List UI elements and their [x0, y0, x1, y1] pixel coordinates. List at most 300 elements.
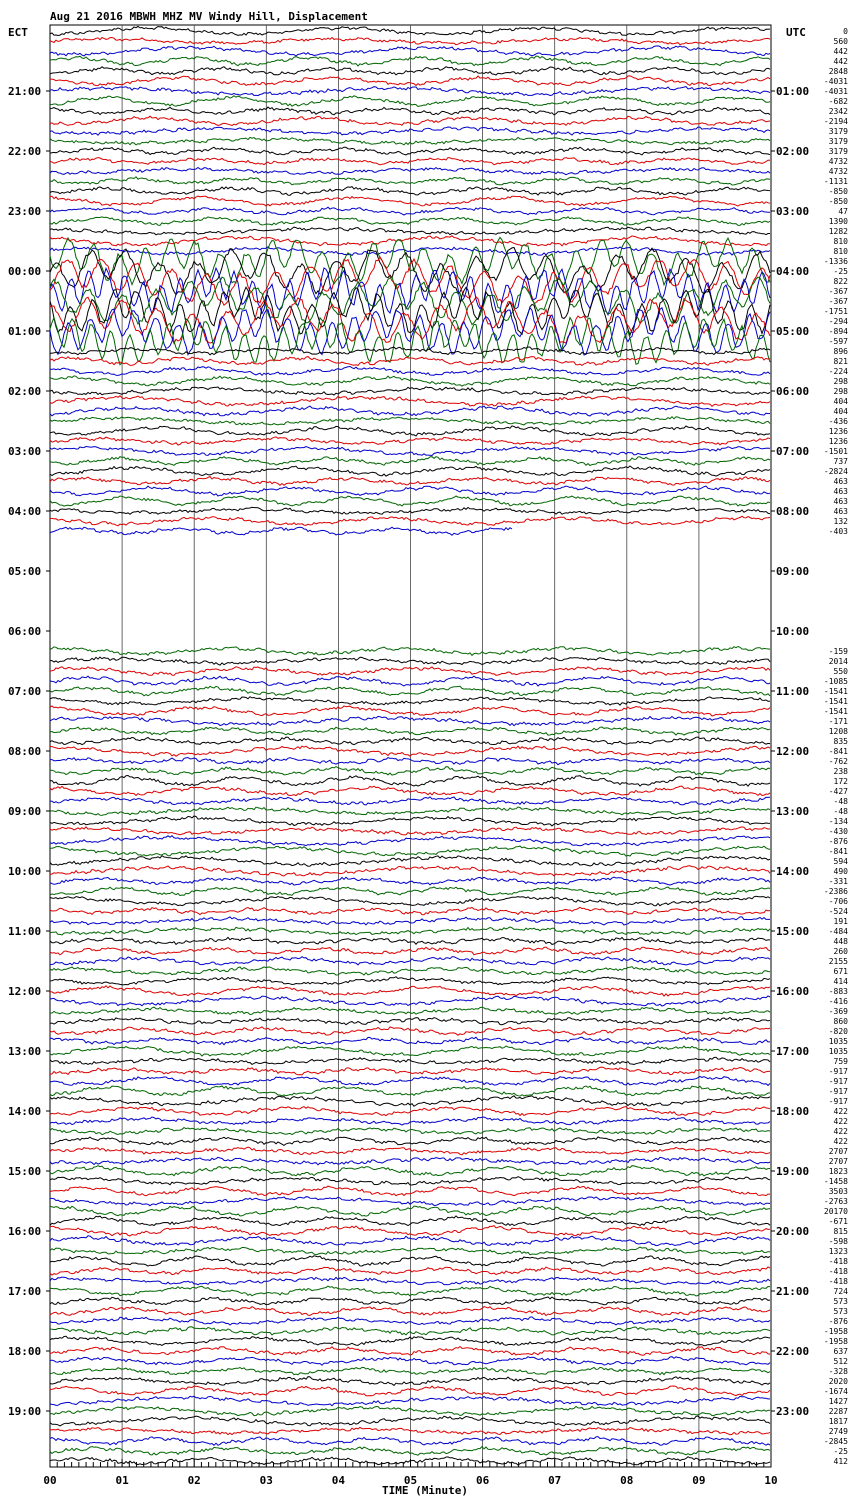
- trace-line: [50, 1377, 770, 1386]
- trace-line: [50, 1427, 770, 1434]
- trace-offset-label: -403: [828, 527, 848, 536]
- trace-line: [50, 917, 770, 925]
- trace-line: [50, 147, 770, 155]
- trace-offset-label: -430: [828, 827, 848, 836]
- trace-line: [50, 996, 770, 1006]
- right-hour-label: 16:00: [776, 985, 810, 998]
- trace-line: [50, 1406, 770, 1415]
- right-hour-label: 13:00: [776, 805, 810, 818]
- trace-offset-label: -841: [828, 747, 848, 756]
- trace-line: [50, 937, 770, 944]
- trace-offset-label: 560: [833, 37, 848, 46]
- trace-line: [50, 426, 770, 436]
- trace-offset-label: -294: [828, 317, 848, 326]
- left-hour-label: 12:00: [8, 985, 42, 998]
- trace-offset-label: 463: [833, 507, 848, 516]
- left-hour-label: 08:00: [8, 745, 42, 758]
- trace-offset-label: 1390: [828, 217, 848, 226]
- left-hour-label: 03:00: [8, 445, 42, 458]
- trace-offset-label: 414: [833, 977, 848, 986]
- x-tick-label: 05: [403, 1474, 418, 1487]
- trace-offset-label: 3179: [828, 147, 848, 156]
- trace-line: [50, 1037, 770, 1045]
- trace-line: [50, 177, 770, 185]
- trace-offset-label: 896: [833, 347, 848, 356]
- trace-line: [50, 1057, 770, 1064]
- x-tick-label: 08: [620, 1474, 634, 1487]
- trace-offset-label: 1208: [828, 727, 848, 736]
- trace-line: [50, 816, 770, 826]
- trace-line: [50, 247, 770, 256]
- trace-line: [50, 1226, 770, 1236]
- trace-offset-label: -682: [828, 97, 848, 106]
- trace-line: [50, 357, 770, 366]
- trace-line: [50, 697, 770, 705]
- right-hour-label: 09:00: [776, 565, 810, 578]
- trace-line: [50, 1437, 770, 1446]
- trace-line: [50, 1128, 770, 1135]
- trace-offset-label: 810: [833, 237, 848, 246]
- trace-offset-label: 404: [833, 407, 848, 416]
- trace-line: [50, 56, 770, 66]
- trace-offset-label: -171: [828, 717, 848, 726]
- trace-offset-label: 3503: [828, 1187, 848, 1196]
- trace-line: [50, 957, 770, 965]
- left-hour-label: 02:00: [8, 385, 42, 398]
- trace-line: [50, 647, 770, 656]
- trace-line: [50, 1336, 770, 1345]
- trace-offset-label: 810: [833, 247, 848, 256]
- trace-line: [50, 706, 770, 716]
- trace-line: [50, 496, 770, 506]
- trace-line: [50, 477, 770, 486]
- trace-offset-label: -1541: [823, 707, 848, 716]
- trace-offset-label: 822: [833, 277, 848, 286]
- right-hour-label: 19:00: [776, 1165, 810, 1178]
- trace-line: [50, 406, 770, 416]
- right-hour-label: 20:00: [776, 1225, 810, 1238]
- chart-title: Aug 21 2016 MBWH MHZ MV Windy Hill, Displacement: [50, 10, 368, 23]
- x-tick-label: 10: [764, 1474, 778, 1487]
- trace-offset-label: 759: [833, 1057, 848, 1066]
- trace-line: [50, 827, 770, 835]
- trace-line: [50, 767, 770, 775]
- trace-line: [50, 657, 770, 665]
- trace-offset-label: -1458: [823, 1177, 848, 1186]
- trace-offset-label: -328: [828, 1367, 848, 1376]
- left-hour-label: 04:00: [8, 505, 42, 518]
- trace-line: [50, 1007, 770, 1014]
- right-hour-label: 05:00: [776, 325, 810, 338]
- trace-line: [50, 947, 770, 955]
- trace-line: [50, 26, 770, 35]
- trace-offset-label: -418: [828, 1267, 848, 1276]
- trace-line: [50, 927, 770, 935]
- trace-offset-label: -48: [833, 807, 848, 816]
- left-hour-label: 14:00: [8, 1105, 42, 1118]
- trace-offset-label: -224: [828, 367, 848, 376]
- trace-line: [50, 1256, 770, 1266]
- x-tick-label: 01: [115, 1474, 129, 1487]
- trace-offset-label: 404: [833, 397, 848, 406]
- trace-line: [50, 746, 770, 756]
- right-hour-label: 06:00: [776, 385, 810, 398]
- trace-line: [50, 137, 770, 145]
- trace-line: [50, 457, 770, 466]
- trace-line: [50, 877, 770, 885]
- trace-offset-label: -917: [828, 1077, 848, 1086]
- trace-line: [50, 38, 770, 45]
- right-hour-label: 14:00: [776, 865, 810, 878]
- trace-line: [50, 187, 770, 196]
- trace-line: [50, 1396, 770, 1406]
- trace-line: [50, 1096, 770, 1106]
- trace-offset-label: 860: [833, 1017, 848, 1026]
- trace-line: [50, 196, 770, 206]
- trace-offset-label: -4031: [823, 87, 848, 96]
- trace-offset-label: 172: [833, 777, 848, 786]
- trace-line: [50, 1157, 770, 1165]
- trace-line: [50, 158, 770, 165]
- trace-offset-label: -883: [828, 987, 848, 996]
- trace-line: [50, 737, 770, 745]
- trace-offset-label: 821: [833, 357, 848, 366]
- trace-offset-label: -671: [828, 1217, 848, 1226]
- trace-line: [50, 1367, 770, 1374]
- trace-offset-label: 3179: [828, 127, 848, 136]
- left-axis-label: ECT: [8, 26, 28, 39]
- trace-line: [50, 667, 770, 676]
- trace-line: [50, 887, 770, 896]
- left-hour-label: 22:00: [8, 145, 42, 158]
- trace-line: [50, 1147, 770, 1155]
- trace-line: [50, 507, 770, 514]
- trace-line: [50, 1186, 770, 1196]
- trace-line: [50, 217, 770, 226]
- trace-line: [50, 1236, 770, 1246]
- trace-offset-label: -850: [828, 197, 848, 206]
- trace-offset-label: -367: [828, 297, 848, 306]
- trace-line: [50, 1027, 770, 1035]
- trace-line: [50, 686, 770, 696]
- trace-line: [50, 1197, 770, 1206]
- trace-line: [50, 786, 770, 796]
- right-hour-label: 23:00: [776, 1405, 810, 1418]
- trace-offset-label: -416: [828, 997, 848, 1006]
- trace-offset-label: 1823: [828, 1167, 848, 1176]
- right-hour-label: 01:00: [776, 85, 810, 98]
- right-hour-label: 03:00: [776, 205, 810, 218]
- trace-offset-label: -876: [828, 1317, 848, 1326]
- trace-line: [50, 1277, 770, 1285]
- trace-offset-label: 2707: [828, 1157, 848, 1166]
- trace-offset-label: -2386: [823, 887, 848, 896]
- trace-offset-label: 594: [833, 857, 848, 866]
- trace-offset-label: 724: [833, 1287, 848, 1296]
- trace-offset-label: -1336: [823, 257, 848, 266]
- trace-offset-label: 671: [833, 967, 848, 976]
- trace-offset-label: 2848: [828, 67, 848, 76]
- trace-line: [50, 168, 770, 175]
- trace-line: [50, 776, 770, 787]
- trace-line: [50, 46, 770, 56]
- trace-line: [50, 1317, 770, 1325]
- trace-offset-label: 422: [833, 1127, 848, 1136]
- trace-line: [50, 1216, 770, 1226]
- trace-offset-label: -369: [828, 1007, 848, 1016]
- trace-line: [50, 846, 770, 856]
- trace-offset-label: 490: [833, 867, 848, 876]
- trace-line: [50, 907, 770, 915]
- right-hour-label: 02:00: [776, 145, 810, 158]
- trace-offset-label: -4031: [823, 77, 848, 86]
- trace-offset-label: 463: [833, 487, 848, 496]
- trace-offset-label: 1035: [828, 1037, 848, 1046]
- right-hour-label: 12:00: [776, 745, 810, 758]
- x-tick-label: 00: [43, 1474, 57, 1487]
- trace-line: [50, 1347, 770, 1356]
- trace-offset-label: -2845: [823, 1437, 848, 1446]
- trace-line: [50, 1286, 770, 1296]
- trace-line: [50, 866, 770, 876]
- left-hour-label: 15:00: [8, 1165, 42, 1178]
- trace-offset-label: 442: [833, 57, 848, 66]
- trace-line: [50, 437, 770, 445]
- trace-offset-label: 1035: [828, 1047, 848, 1056]
- trace-offset-label: 1236: [828, 427, 848, 436]
- right-hour-label: 07:00: [776, 445, 810, 458]
- trace-offset-label: -25: [833, 1447, 848, 1456]
- trace-offset-label: 448: [833, 937, 848, 946]
- trace-offset-label: -762: [828, 757, 848, 766]
- trace-offset-label: 422: [833, 1117, 848, 1126]
- trace-offset-label: -1501: [823, 447, 848, 456]
- trace-line: [50, 1046, 770, 1056]
- trace-line: [50, 1386, 770, 1396]
- trace-line: [50, 1206, 770, 1216]
- trace-line: [50, 76, 770, 86]
- right-axis-label: UTC: [786, 26, 806, 39]
- trace-offset-label: 298: [833, 387, 848, 396]
- left-hour-label: 00:00: [8, 265, 42, 278]
- left-hour-label: 21:00: [8, 85, 42, 98]
- trace-line: [50, 1077, 770, 1086]
- trace-offset-label: -367: [828, 287, 848, 296]
- trace-offset-label: 2155: [828, 957, 848, 966]
- trace-offset-label: -1085: [823, 677, 848, 686]
- trace-line: [50, 836, 770, 846]
- trace-offset-label: 2287: [828, 1407, 848, 1416]
- trace-offset-label: 132: [833, 517, 848, 526]
- trace-offset-label: -436: [828, 417, 848, 426]
- right-hour-label: 10:00: [776, 625, 810, 638]
- trace-offset-label: -1541: [823, 697, 848, 706]
- trace-offset-label: -894: [828, 327, 848, 336]
- left-hour-label: 19:00: [8, 1405, 42, 1418]
- trace-line: [50, 387, 770, 395]
- right-hour-label: 17:00: [776, 1045, 810, 1058]
- right-hour-label: 22:00: [776, 1345, 810, 1358]
- trace-line: [50, 977, 770, 985]
- right-hour-label: 21:00: [776, 1285, 810, 1298]
- right-hour-label: 08:00: [776, 505, 810, 518]
- trace-offset-label: -841: [828, 847, 848, 856]
- trace-line: [50, 797, 770, 805]
- trace-line: [50, 447, 770, 456]
- trace-offset-label: 463: [833, 497, 848, 506]
- trace-offset-label: 47: [838, 207, 848, 216]
- trace-offset-label: -418: [828, 1257, 848, 1266]
- x-tick-label: 03: [259, 1474, 273, 1487]
- trace-offset-label: -917: [828, 1067, 848, 1076]
- left-hour-label: 01:00: [8, 325, 42, 338]
- trace-offset-label: -820: [828, 1027, 848, 1036]
- trace-offset-label: 737: [833, 457, 848, 466]
- right-hour-label: 11:00: [776, 685, 810, 698]
- left-hour-label: 23:00: [8, 205, 42, 218]
- trace-line: [50, 676, 770, 686]
- trace-line: [50, 716, 770, 725]
- trace-offset-label: 442: [833, 47, 848, 56]
- trace-offset-label: -917: [828, 1087, 848, 1096]
- left-hour-label: 05:00: [8, 565, 42, 578]
- trace-line: [50, 727, 770, 735]
- trace-line: [50, 1166, 770, 1176]
- trace-line: [50, 1297, 770, 1305]
- trace-line: [50, 516, 770, 526]
- trace-line: [50, 527, 512, 535]
- trace-line: [50, 807, 770, 815]
- trace-offset-label: 835: [833, 737, 848, 746]
- trace-offset-label: 2342: [828, 107, 848, 116]
- trace-offset-label: -418: [828, 1277, 848, 1286]
- x-tick-label: 09: [692, 1474, 706, 1487]
- trace-line: [50, 367, 770, 376]
- trace-offset-label: 20170: [823, 1207, 848, 1216]
- right-hour-label: 04:00: [776, 265, 810, 278]
- trace-offset-label: 512: [833, 1357, 848, 1366]
- trace-line: [50, 1107, 770, 1116]
- trace-offset-label: 260: [833, 947, 848, 956]
- trace-line: [50, 1177, 770, 1185]
- trace-offset-label: -876: [828, 837, 848, 846]
- trace-line: [50, 1447, 770, 1456]
- trace-line: [50, 1018, 770, 1025]
- trace-line: [50, 1247, 770, 1255]
- trace-offset-label: -1751: [823, 307, 848, 316]
- trace-line: [50, 236, 770, 246]
- trace-line: [50, 1307, 770, 1316]
- trace-line: [50, 486, 770, 496]
- trace-offset-label: 573: [833, 1297, 848, 1306]
- traces: [50, 26, 770, 1465]
- trace-offset-label: 191: [833, 917, 848, 926]
- trace-line: [50, 1137, 770, 1146]
- trace-line: [50, 127, 770, 135]
- left-hour-label: 16:00: [8, 1225, 42, 1238]
- trace-line: [50, 207, 770, 215]
- trace-offset-label: -597: [828, 337, 848, 346]
- trace-offset-label: 422: [833, 1107, 848, 1116]
- trace-line: [50, 107, 770, 115]
- trace-offset-label: 298: [833, 377, 848, 386]
- trace-offset-label: 238: [833, 767, 848, 776]
- trace-offset-label: -598: [828, 1237, 848, 1246]
- trace-offset-label: 2707: [828, 1147, 848, 1156]
- trace-line: [50, 1086, 770, 1096]
- trace-offset-label: 815: [833, 1227, 848, 1236]
- trace-line: [50, 1416, 770, 1426]
- left-hour-label: 18:00: [8, 1345, 42, 1358]
- trace-line: [50, 967, 770, 975]
- trace-line: [50, 1267, 770, 1275]
- x-axis-label: TIME (Minute): [381, 1484, 469, 1497]
- left-hour-label: 07:00: [8, 685, 42, 698]
- trace-offset-label: -134: [828, 817, 848, 826]
- trace-offset-label: 422: [833, 1137, 848, 1146]
- trace-offset-label: 1817: [828, 1417, 848, 1426]
- trace-offset-label: -850: [828, 187, 848, 196]
- x-tick-label: 02: [187, 1474, 201, 1487]
- trace-line: [50, 396, 770, 407]
- trace-offset-label: 2014: [828, 657, 848, 666]
- trace-offset-label: -48: [833, 797, 848, 806]
- trace-offset-label: -1541: [823, 687, 848, 696]
- trace-offset-label: -159: [828, 647, 848, 656]
- trace-offset-label: -484: [828, 927, 848, 936]
- trace-line: [50, 1067, 770, 1075]
- trace-line: [50, 116, 770, 125]
- trace-offset-label: 2020: [828, 1377, 848, 1386]
- trace-offset-label: -1958: [823, 1327, 848, 1336]
- trace-offset-label: -706: [828, 897, 848, 906]
- trace-offset-label: -2763: [823, 1197, 848, 1206]
- trace-line: [50, 986, 770, 996]
- trace-offset-label: 4732: [828, 167, 848, 176]
- trace-offset-label: -2824: [823, 467, 848, 476]
- trace-offset-label: 2749: [828, 1427, 848, 1436]
- trace-offset-label: -1958: [823, 1337, 848, 1346]
- left-hour-label: 13:00: [8, 1045, 42, 1058]
- trace-line: [50, 376, 770, 386]
- left-hour-label: 17:00: [8, 1285, 42, 1298]
- right-hour-label: 15:00: [776, 925, 810, 938]
- trace-offset-label: -2194: [823, 117, 848, 126]
- trace-offset-label: 463: [833, 477, 848, 486]
- trace-line: [50, 87, 770, 96]
- trace-line: [50, 1117, 770, 1125]
- trace-offset-label: 1323: [828, 1247, 848, 1256]
- x-tick-label: 06: [475, 1474, 490, 1487]
- trace-line: [50, 96, 770, 107]
- trace-offset-label: -524: [828, 907, 848, 916]
- trace-offset-label: -331: [828, 877, 848, 886]
- left-hour-label: 06:00: [8, 625, 42, 638]
- trace-offset-label: 1282: [828, 227, 848, 236]
- trace-offset-label: 1427: [828, 1397, 848, 1406]
- left-hour-label: 11:00: [8, 925, 42, 938]
- trace-line: [50, 1357, 770, 1366]
- x-tick-label: 04: [331, 1474, 346, 1487]
- trace-offset-label: -1131: [823, 177, 848, 186]
- trace-line: [50, 227, 770, 235]
- right-hour-label: 18:00: [776, 1105, 810, 1118]
- trace-offset-label: 4732: [828, 157, 848, 166]
- trace-offset-label: -25: [833, 267, 848, 276]
- trace-line: [50, 856, 770, 867]
- trace-offset-label: -1674: [823, 1387, 848, 1396]
- trace-line: [50, 758, 770, 765]
